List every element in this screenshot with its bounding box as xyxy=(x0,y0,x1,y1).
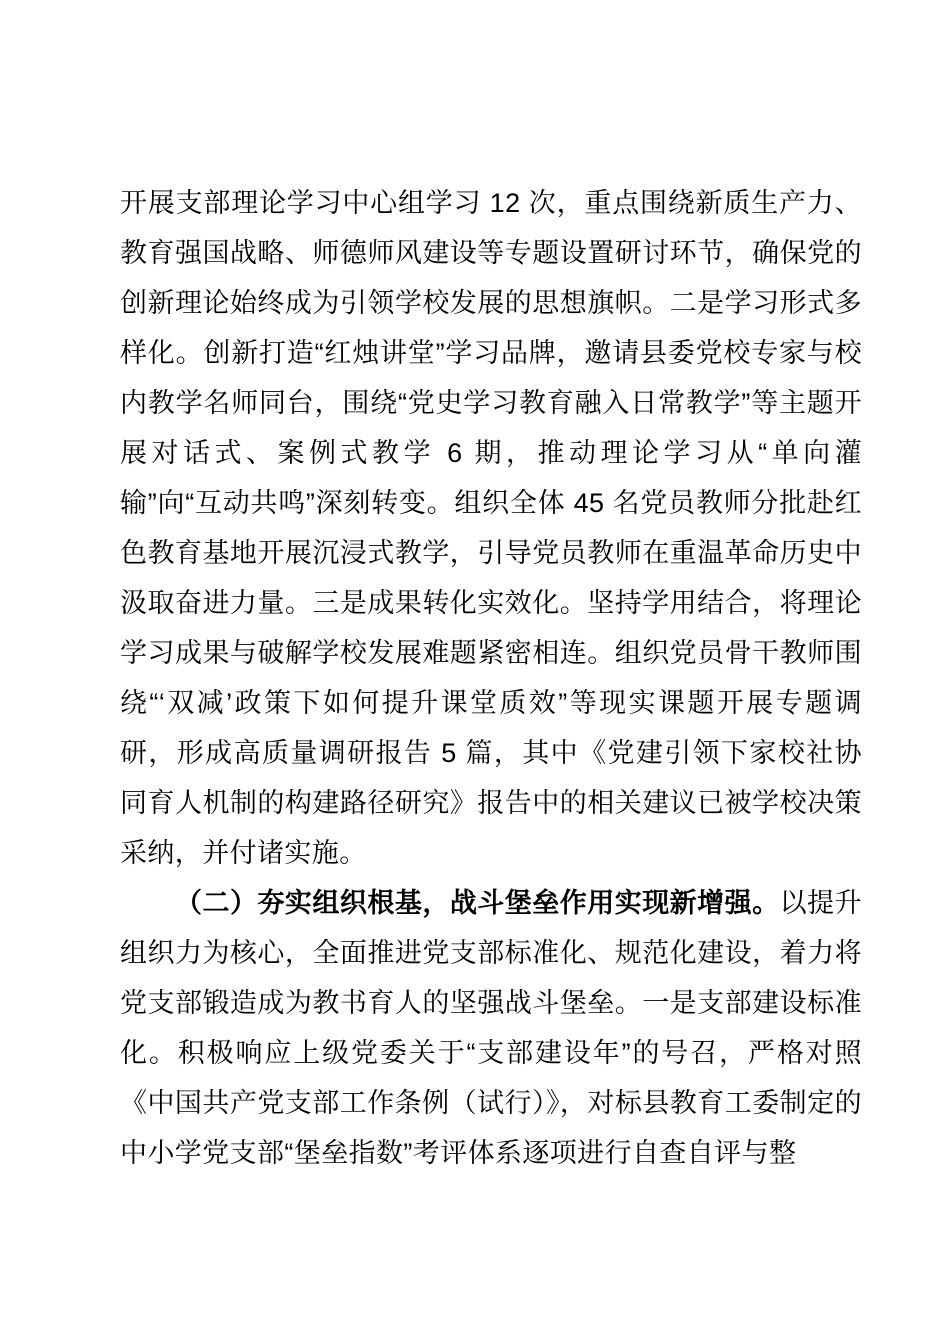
paragraph-continuation xyxy=(120,178,862,878)
document-text-block xyxy=(120,178,862,1178)
body-text-run: 开展支部理论学习中心组学习 12 次，重点围绕新质生产力、教育强国战略、师德师风建设等专题设置研讨环节，确保党的创新理论始终成为引领学校发展的思想旗帜。二是学习形式多样化。创新打造“红烛讲堂”学习品牌，邀请县委党校专家与校内教学名师同台，围绕“党史学习教育融入日常教学”等主题开展对话式、案例式教学 6 期，推动理论学习从“单向灌输”向“互动共鸣”深刻转变。组织全体 45 名党员教师分批赴红色教育基地开展沉浸式教学，引导党员教师在重温革命历史中汲取奋进力量。三是成果转化实效化。坚持学用结合，将理论学习成果与破解学校发展难题紧密相连。组织党员骨干教师围绕“‘双减’政策下如何提升课堂质效”等现实课题开展专题调研，形成高质量调研报告 5 篇，其中《党建引领下家校社协同育人机制的构建路径研究》报告中的相关建议已被学校决策采纳，并付诸实施。 xyxy=(120,188,862,868)
section-heading-run: （二）夯实组织根基，战斗堡垒作用实现新增强。 xyxy=(175,888,780,918)
body-text-run: 以提升组织力为核心，全面推进党支部标准化、规范化建设，着力将党支部锻造成为教书育人的坚强战斗堡垒。一是支部建设标准化。积极响应上级党委关于“支部建设年”的号召，严格对照《中国共产党支部工作条例（试行）》，对标县教育工委制定的中小学党支部“堡垒指数”考评体系逐项进行自查自评与整 xyxy=(120,888,862,1168)
paragraph-section-two xyxy=(120,878,862,1178)
